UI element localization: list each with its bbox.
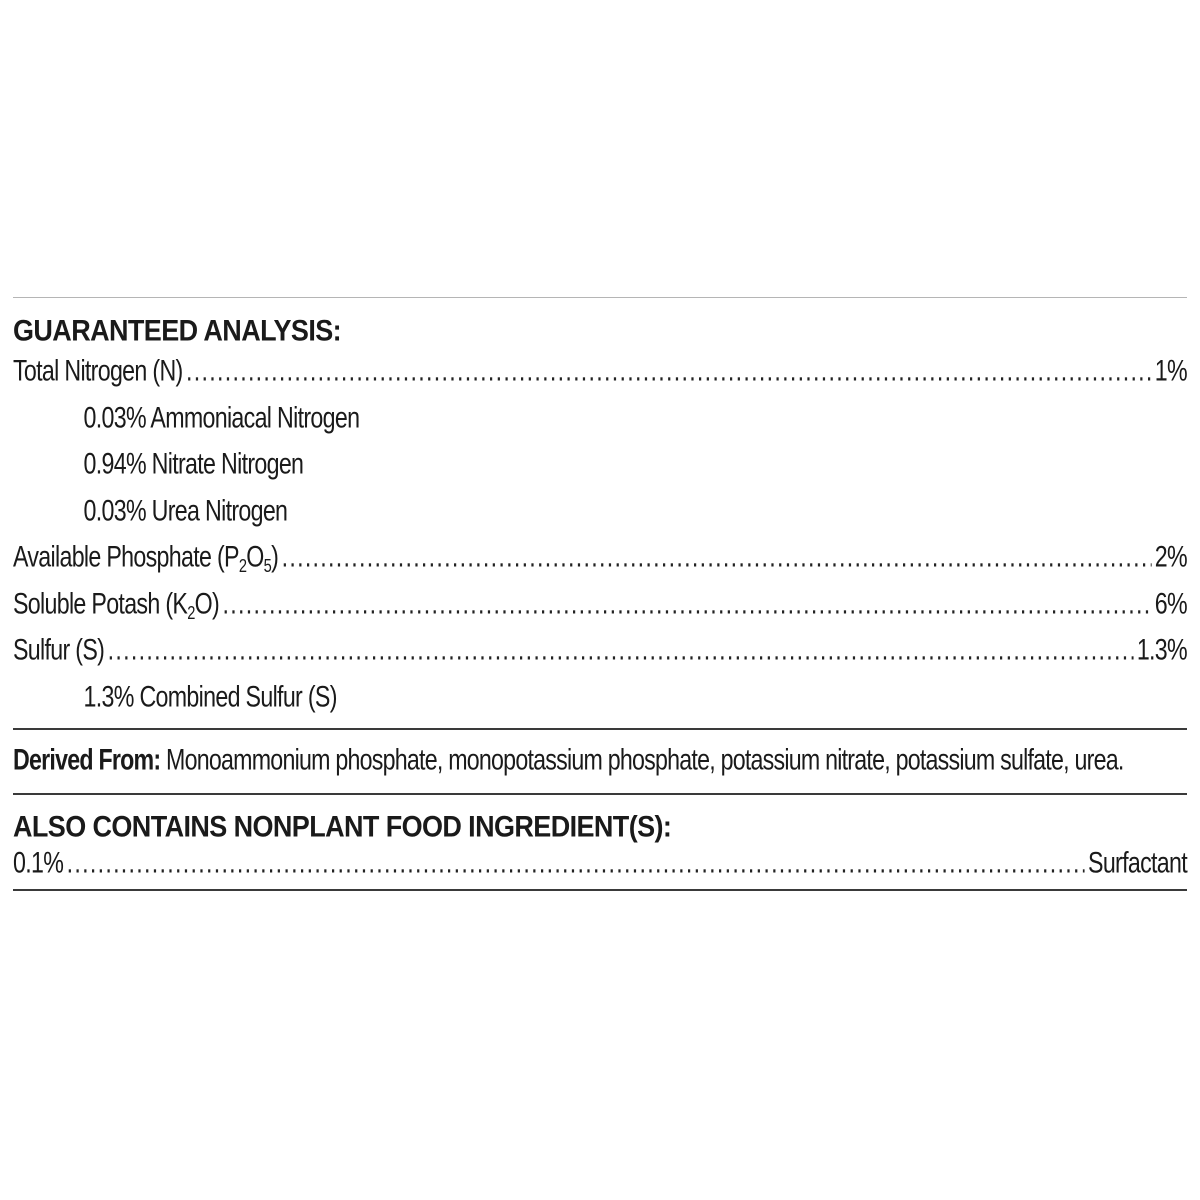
potash-label: Soluble Potash $(K_2O)$ <box>13 587 220 623</box>
combined-sulfur-row: 1.3% Combined Sulfur (S) <box>83 680 337 713</box>
total-nitrogen-value: 1% <box>1154 354 1187 388</box>
total-nitrogen-label: Total Nitrogen (N) <box>13 354 183 388</box>
fertilizer-label <box>13 297 1187 891</box>
surfactant-amount: 0.1% <box>13 846 64 880</box>
bottom-divider <box>13 889 1187 891</box>
surfactant-row <box>13 844 1187 883</box>
top-divider <box>13 297 1187 298</box>
phosphate-row <box>13 532 1187 582</box>
derived-from-text: Monoammonium phosphate, monopotassium phosphate, potassium nitrate, potassium sulfate, urea. <box>160 743 1124 777</box>
nonplant-heading: ALSO CONTAINS NONPLANT FOOD INGREDIENT(S): <box>13 810 672 844</box>
leader-dots <box>67 844 1085 883</box>
phosphate-label: Available Phosphate $(P_2O_5)$ <box>13 540 279 577</box>
guaranteed-analysis-heading: GUARANTEED ANALYSIS: <box>13 314 342 348</box>
leader-dots <box>223 579 1152 629</box>
section-divider <box>13 793 1187 795</box>
potash-value: 6% <box>1154 587 1187 620</box>
sulfur-row <box>13 625 1187 675</box>
nitrate-nitrogen-row: 0.94% Nitrate Nitrogen <box>83 447 304 481</box>
leader-dots <box>282 532 1152 582</box>
urea-nitrogen-row: 0.03% Urea Nitrogen <box>83 494 288 527</box>
sulfur-label: Sulfur (S) <box>13 633 105 667</box>
ammoniacal-nitrogen-row: 0.03% Ammoniacal Nitrogen <box>83 401 360 434</box>
surfactant-name: Surfactant <box>1088 846 1187 880</box>
derived-from-label: Derived From: <box>13 743 161 777</box>
phosphate-value: 2% <box>1154 540 1187 574</box>
potash-row <box>13 579 1187 629</box>
total-nitrogen-row <box>13 346 1187 396</box>
derived-from <box>13 728 1124 793</box>
leader-dots <box>186 346 1151 396</box>
leader-dots <box>108 625 1134 675</box>
sulfur-value: 1.3% <box>1136 633 1187 667</box>
